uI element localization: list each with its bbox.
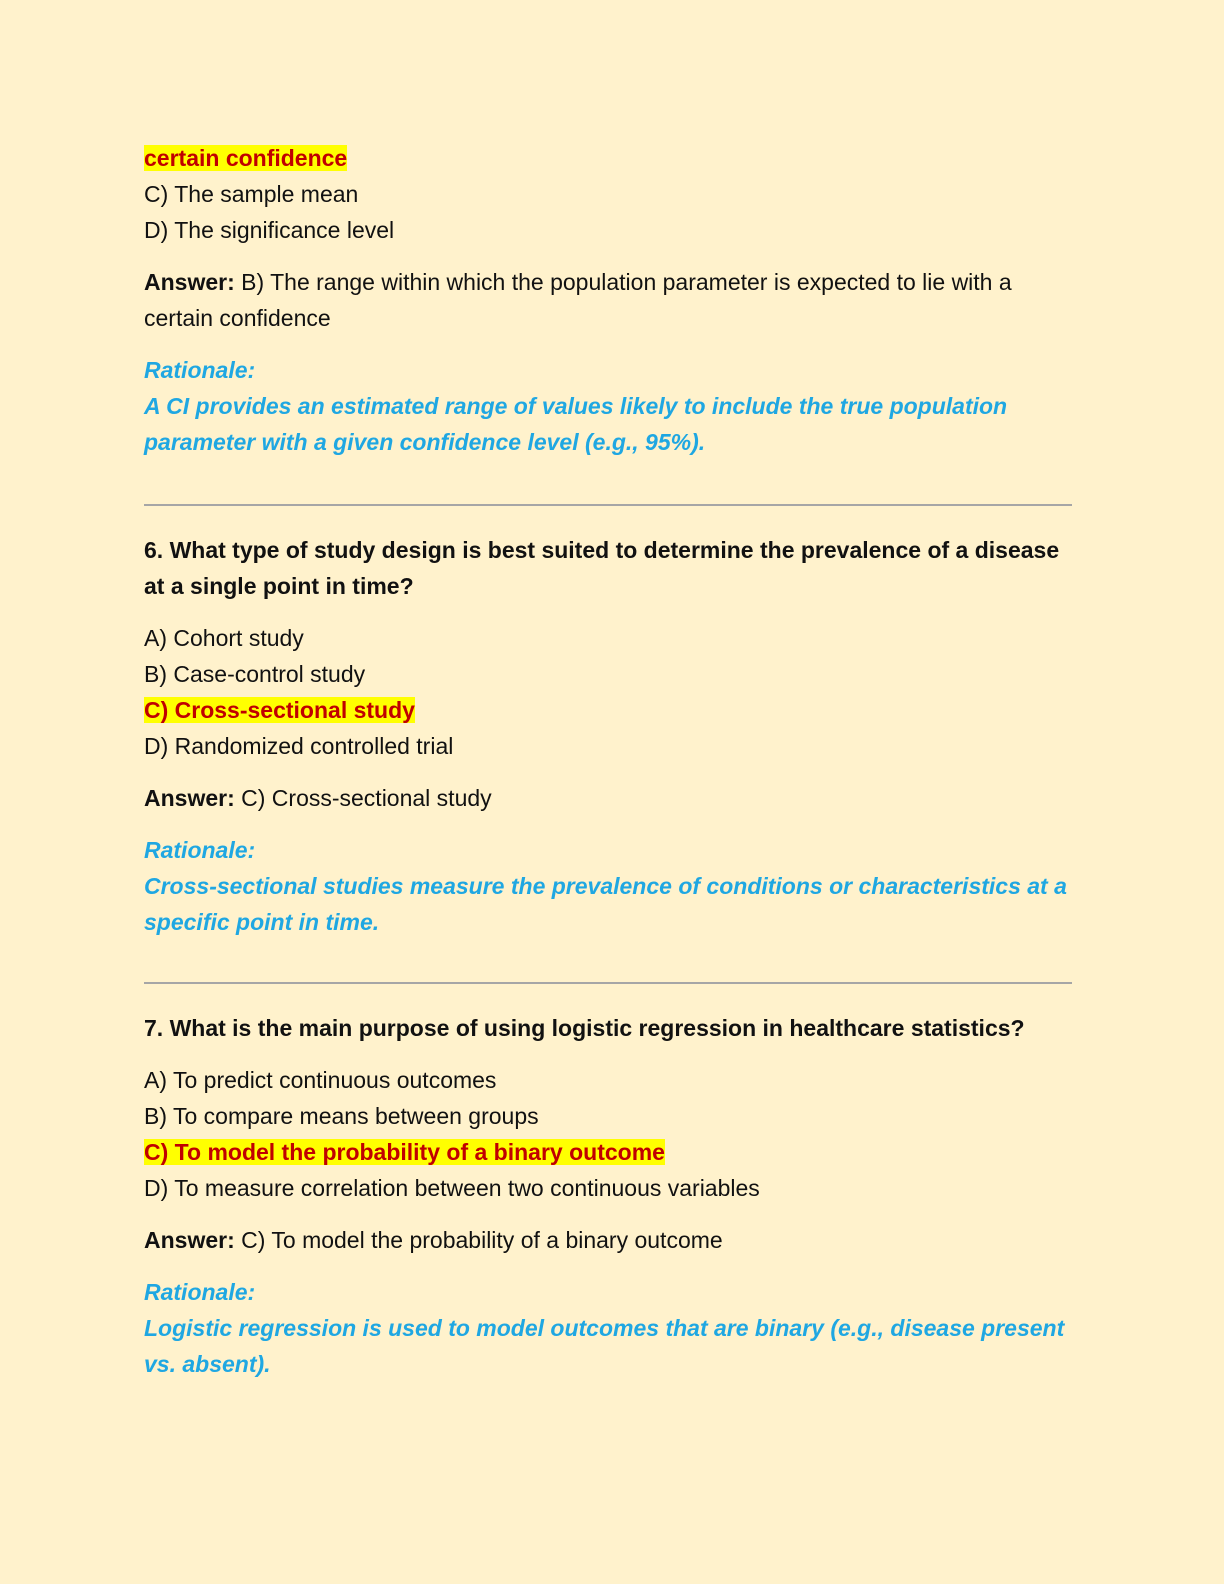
- answer: [144, 1222, 1080, 1258]
- correct-option-highlight: certain confidence: [144, 145, 348, 171]
- answer-text: B) The range within which the population parameter is expected to lie with a certain confidence: [144, 269, 1012, 331]
- answer-text: C) Cross-sectional study: [234, 785, 492, 811]
- rationale-text: Logistic regression is used to model outcomes that are binary (e.g., disease present vs. absent).: [144, 1315, 1065, 1377]
- option-a: A) Cohort study: [144, 625, 304, 651]
- document-page: [144, 140, 1080, 1382]
- answer-label: Answer:: [144, 269, 235, 295]
- question-5-continuation: [144, 140, 1080, 460]
- answer: [144, 264, 1080, 336]
- answer-label: Answer:: [144, 1227, 235, 1253]
- answer: [144, 780, 1080, 816]
- option-a: A) To predict continuous outcomes: [144, 1067, 497, 1093]
- option-highlighted: [144, 140, 1080, 176]
- option-c: C) The sample mean: [144, 181, 359, 207]
- option-d: D) The significance level: [144, 217, 395, 243]
- question-6: [144, 532, 1080, 940]
- rationale-label: Rationale:: [144, 1279, 256, 1305]
- rationale-label: Rationale:: [144, 357, 256, 383]
- rationale-text: A CI provides an estimated range of values likely to include the true population parameter with a given confidence level (e.g., 95%).: [144, 393, 1008, 455]
- answer-label: Answer:: [144, 785, 235, 811]
- question-text: 7. What is the main purpose of using logistic regression in healthcare statistics?: [144, 1015, 1025, 1041]
- question-7: [144, 1010, 1080, 1382]
- correct-option-highlight: C) To model the probability of a binary outcome: [144, 1139, 665, 1165]
- option-b: B) Case-control study: [144, 661, 366, 687]
- answer-text: C) To model the probability of a binary outcome: [234, 1227, 723, 1253]
- option-c: [144, 692, 1080, 728]
- option-d: D) To measure correlation between two continuous variables: [144, 1175, 760, 1201]
- option-c: [144, 1134, 1080, 1170]
- rationale-label: Rationale:: [144, 837, 256, 863]
- option-d: D) Randomized controlled trial: [144, 733, 454, 759]
- question-text: 6. What type of study design is best suited to determine the prevalence of a disease at a single point in time?: [144, 537, 1060, 599]
- option-b: B) To compare means between groups: [144, 1103, 539, 1129]
- rationale-text: Cross-sectional studies measure the prevalence of conditions or characteristics at a specific point in time.: [144, 873, 1067, 935]
- correct-option-highlight: C) Cross-sectional study: [144, 697, 415, 723]
